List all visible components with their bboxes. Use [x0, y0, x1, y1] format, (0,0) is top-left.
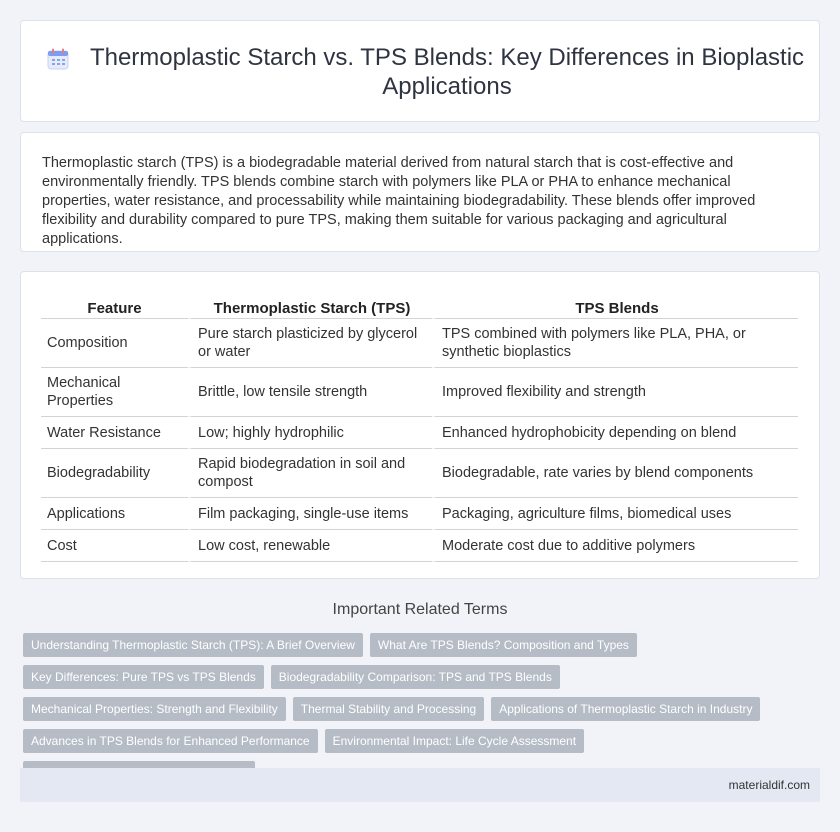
- cell-tps: Low; highly hydrophilic: [188, 417, 432, 449]
- header-tps: Thermoplastic Starch (TPS): [188, 296, 432, 319]
- table-row: [41, 449, 798, 498]
- related-terms-title: Important Related Terms: [332, 601, 508, 618]
- table-row: [41, 368, 798, 417]
- related-term-tag[interactable]: Environmental Impact: Life Cycle Assessment: [325, 729, 584, 753]
- footer-site-link[interactable]: materialdif.com: [728, 778, 810, 792]
- header-tps-blends: TPS Blends: [432, 296, 798, 319]
- cell-blends: Moderate cost due to additive polymers: [432, 530, 798, 562]
- cell-tps: Film packaging, single-use items: [188, 498, 432, 530]
- related-term-tag[interactable]: Key Differences: Pure TPS vs TPS Blends: [23, 665, 264, 689]
- table-row: [41, 319, 798, 368]
- table-header-row: [41, 296, 798, 319]
- related-term-tag[interactable]: Mechanical Properties: Strength and Flexibility: [23, 697, 286, 721]
- related-term-tag[interactable]: Understanding Thermoplastic Starch (TPS): A Brief Overview: [23, 633, 363, 657]
- cell-feature: Composition: [41, 319, 188, 368]
- header-card: [20, 20, 820, 122]
- page-title: Thermoplastic Starch vs. TPS Blends: Key Differences in Bioplastic Applications: [89, 44, 805, 100]
- cell-tps: Rapid biodegradation in soil and compost: [188, 449, 432, 498]
- calendar-icon: [47, 48, 69, 70]
- table-row: [41, 417, 798, 449]
- related-term-tag[interactable]: Advances in TPS Blends for Enhanced Performance: [23, 729, 318, 753]
- header-feature: Feature: [41, 296, 188, 319]
- footer: [20, 768, 820, 802]
- cell-tps: Brittle, low tensile strength: [188, 368, 432, 417]
- cell-feature: Applications: [41, 498, 188, 530]
- comparison-table: [41, 296, 798, 562]
- cell-feature: Water Resistance: [41, 417, 188, 449]
- table-row: [41, 498, 798, 530]
- related-term-tag[interactable]: Applications of Thermoplastic Starch in Industry: [491, 697, 760, 721]
- cell-blends: Biodegradable, rate varies by blend components: [432, 449, 798, 498]
- cell-blends: Packaging, agriculture films, biomedical uses: [432, 498, 798, 530]
- related-term-tag[interactable]: Biodegradability Comparison: TPS and TPS Blends: [271, 665, 560, 689]
- cell-blends: TPS combined with polymers like PLA, PHA, or synthetic bioplastics: [432, 319, 798, 368]
- related-terms-list: [23, 633, 823, 785]
- intro-text: Thermoplastic starch (TPS) is a biodegradable material derived from natural starch that is cost-effective and environmentally friendly. TPS blends combine starch with polymers like PLA or PHA to enhance mechanical properties, water resistance, and processability while maintaining biodegradability. These blends offer improved flexibility and durability compared to pure TPS, making them suitable for various packaging and agricultural applications.: [42, 155, 756, 247]
- comparison-card: [20, 271, 820, 579]
- cell-tps: Pure starch plasticized by glycerol or water: [188, 319, 432, 368]
- cell-feature: Biodegradability: [41, 449, 188, 498]
- intro-card: [20, 132, 820, 252]
- cell-blends: Improved flexibility and strength: [432, 368, 798, 417]
- cell-feature: Cost: [41, 530, 188, 562]
- cell-blends: Enhanced hydrophobicity depending on blend: [432, 417, 798, 449]
- related-term-tag[interactable]: What Are TPS Blends? Composition and Types: [370, 633, 637, 657]
- cell-feature: Mechanical Properties: [41, 368, 188, 417]
- cell-tps: Low cost, renewable: [188, 530, 432, 562]
- related-term-tag[interactable]: Thermal Stability and Processing: [293, 697, 484, 721]
- table-row: [41, 530, 798, 562]
